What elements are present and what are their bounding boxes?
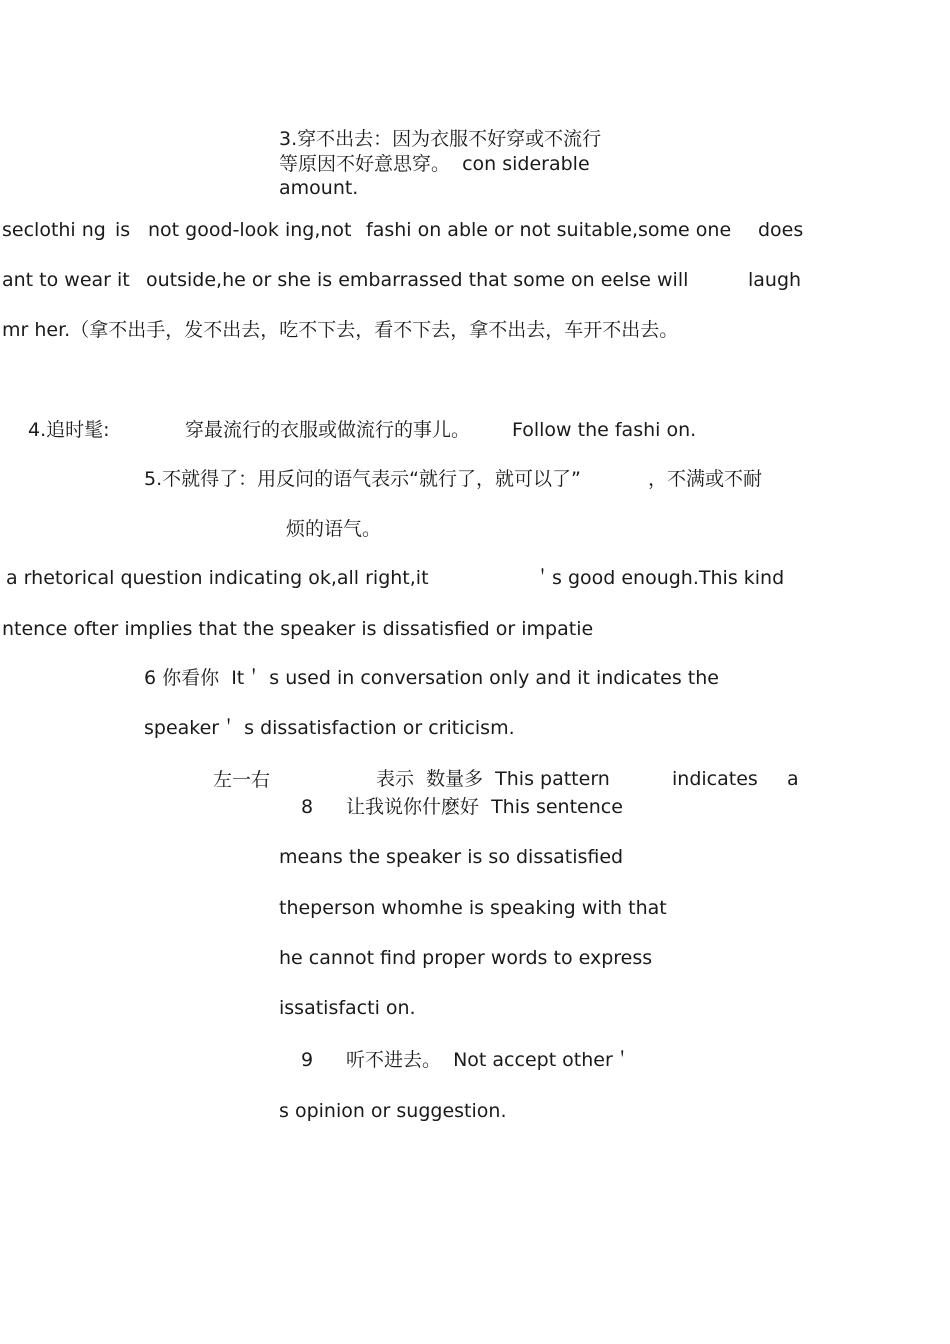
explanation-text: does: [758, 219, 804, 241]
point-4-text: 穿最流行的衣服或做流行的事儿。: [185, 419, 471, 441]
explanation-text: seclothi ng: [2, 219, 106, 241]
point-5-heading: 5.不就得了：用反问的语气表示“就行了，就可以了”: [144, 468, 581, 490]
point-9-text: s opinion or suggestion.: [279, 1100, 507, 1122]
explanation-text: mr her.（拿不出手，发不出去，吃不下去，看不下去，拿不出去，车开不出去。: [2, 319, 679, 341]
explanation-text: fashi on able or not suitable,some one: [366, 219, 732, 241]
point-8-heading: 让我说你什麽好 This sentence: [346, 796, 623, 818]
explanation-text: laugh: [748, 269, 802, 291]
point-5-explanation: ntence ofter implies that the speaker is dissatisfied or impatie: [2, 618, 594, 640]
point-7-heading: 左一右: [213, 769, 271, 791]
point-9-heading: 听不进去。 Not accept other＇: [346, 1049, 632, 1071]
point-3-text: 等原因不好意思穿。 con siderable: [279, 153, 590, 175]
explanation-text: ant to wear it: [2, 269, 130, 291]
point-4-text: Follow the fashi on.: [512, 419, 697, 441]
point-7-text: indicates: [672, 768, 758, 790]
point-5-explanation: a rhetorical question indicating ok,all right,it: [6, 567, 429, 589]
point-6-heading: 6 你看你 It＇ s used in conversation only and it indicates the: [144, 667, 719, 689]
point-7-text: a: [787, 768, 799, 790]
point-9-number: 9: [301, 1049, 314, 1071]
point-8-text: means the speaker is so dissatisfied: [279, 846, 624, 868]
point-8-text: he cannot find proper words to express: [279, 947, 653, 969]
point-8-number: 8: [301, 796, 314, 818]
point-3-text: amount.: [279, 177, 359, 199]
point-4-heading: 4.追时髦:: [28, 419, 110, 441]
point-5-explanation: ＇s good enough.This kind: [533, 567, 785, 589]
point-3-heading: 3.穿不出去：因为衣服不好穿或不流行: [279, 128, 602, 150]
point-5-text: ，不满或不耐: [648, 468, 763, 490]
point-8-text: issatisfacti on.: [279, 997, 416, 1019]
explanation-text: is: [115, 219, 131, 241]
point-6-text: speaker＇ s dissatisfaction or criticism.: [144, 717, 515, 739]
point-5-text: 烦的语气。: [286, 518, 382, 540]
point-7-text: 表示 数量多 This pattern: [376, 768, 610, 790]
explanation-text: not good-look ing,not: [148, 219, 352, 241]
point-8-text: theperson whomhe is speaking with that: [279, 897, 667, 919]
explanation-text: outside,he or she is embarrassed that some on eelse will: [146, 269, 689, 291]
